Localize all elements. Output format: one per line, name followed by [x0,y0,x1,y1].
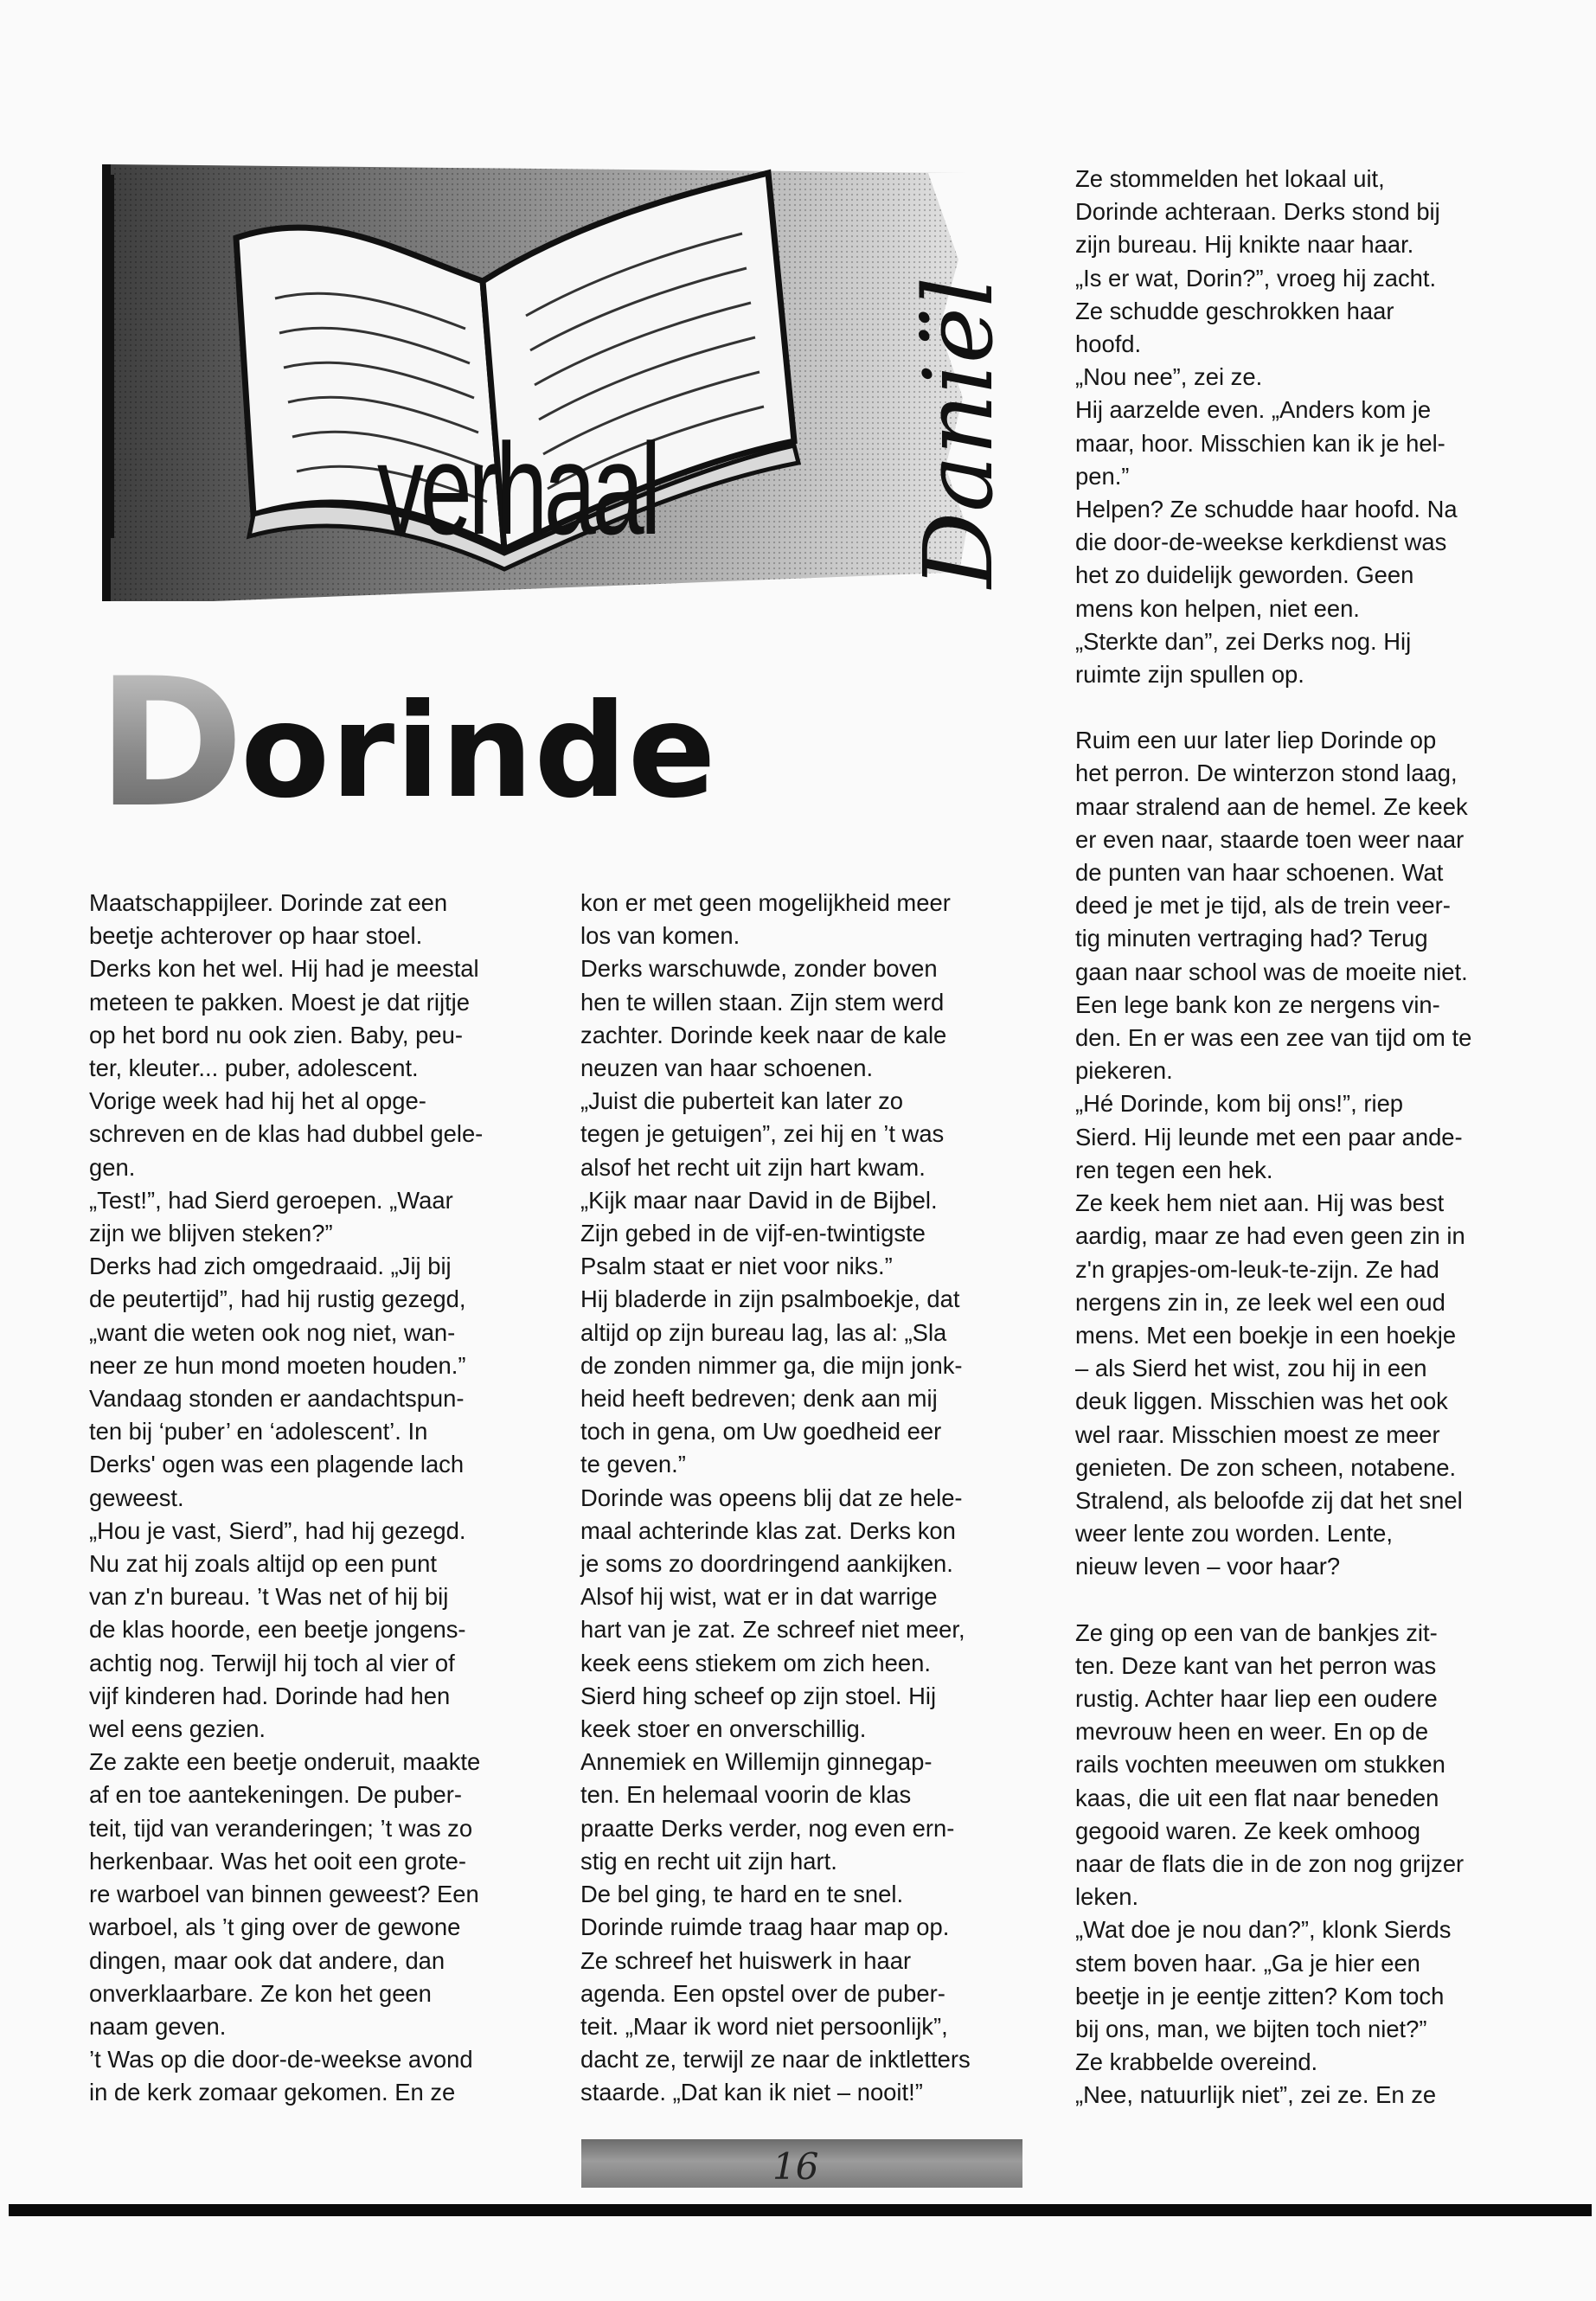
text-line: pen.” [1075,462,1130,490]
text-line: warboel, als ’t ging over de gewone [89,1913,461,1941]
text-column-2 [580,887,971,2110]
text-line: „Hou je vast, Sierd”, had hij gezegd. [89,1516,466,1544]
text-line: Derks warschuwde, zonder boven [580,955,938,983]
text-line: gaan naar school was de moeite niet. [1075,958,1468,985]
text-line: Nu zat hij zoals altijd op een punt [89,1550,437,1578]
text-line: keek eens stiekem om zich heen. [580,1649,931,1676]
text-line: Derks' ogen was een plagende lach [89,1451,465,1478]
text-line: aardig, maar ze had even geen zin in [1075,1222,1465,1250]
text-column-1 [89,887,483,2110]
text-line: de punten van haar schoenen. Wat [1075,859,1444,887]
text-line: „want die weten ook nog niet, wan- [89,1318,456,1346]
text-line: hart van je zat. Ze schreef niet meer, [580,1616,965,1644]
text-line: z'n grapjes-om-leuk-te-zijn. Ze had [1075,1255,1439,1283]
text-line: „Is er wat, Dorin?”, vroeg hij zacht. [1075,264,1437,292]
text-line: teit, tijd van veranderingen; ’t was zo [89,1814,473,1842]
text-line: Vandaag stonden er aandachtspun- [89,1385,465,1413]
text-line: den. En er was een zee van tijd om te [1075,1024,1472,1052]
text-line: toch in gena, om Uw goedheid eer [580,1418,942,1445]
text-line: Ze schreef het huiswerk in haar [580,1946,912,1974]
text-line: Sierd hing scheef op zijn stoel. Hij [580,1682,937,1709]
text-line: maal achterinde klas zat. Derks kon [580,1516,956,1544]
text-line: „Hé Dorinde, kom bij ons!”, riep [1075,1090,1404,1118]
text-line: stem boven haar. „Ga je hier een [1075,1949,1420,1977]
text-line: stig en recht uit zijn hart. [580,1847,837,1875]
text-line: Sierd. Hij leunde met een paar ande- [1075,1123,1463,1150]
text-line: agenda. Een opstel over de puber- [580,1979,945,2007]
text-line: Zijn gebed in de vijf-en-twintigste [580,1220,926,1247]
text-line: zijn we blijven steken?” [89,1220,333,1247]
text-line: piekeren. [1075,1057,1173,1085]
text-line: hen te willen staan. Zijn stem werd [580,988,945,1016]
text-line: Ze zakte een beetje onderuit, maakte [89,1748,481,1776]
text-line: Alsof hij wist, wat er in dat warrige [580,1583,938,1611]
text-line: „Wat doe je nou dan?”, klonk Sierds [1075,1916,1452,1944]
text-line: Helpen? Ze schudde haar hoofd. Na [1075,496,1458,523]
text-line: ren tegen een hek. [1075,1156,1273,1183]
paragraph-gap [1075,691,1471,724]
text-line: mens. Met een boekje in een hoekje [1075,1321,1457,1349]
text-line: weer lente zou worden. Lente, [1075,1520,1393,1548]
text-line: wel eens gezien. [89,1715,266,1743]
text-line: „Juist die puberteit kan later zo [580,1087,904,1115]
text-line: keek stoer en onverschillig. [580,1715,867,1743]
text-line: op het bord nu ook zien. Baby, peu- [89,1021,463,1048]
text-line: „Kijk maar naar David in de Bijbel. [580,1186,938,1214]
text-line: los van komen. [580,922,740,950]
text-line: maar stralend aan de hemel. Ze keek [1075,792,1468,820]
text-line: „Test!”, had Sierd geroepen. „Waar [89,1186,453,1214]
text-line: Ze krabbelde overeind. [1075,2048,1318,2076]
text-line: staarde. „Dat kan ik niet – nooit!” [580,2079,923,2106]
text-line: genieten. De zon scheen, notabene. [1075,1453,1457,1481]
text-line: schreven en de klas had dubbel gele- [89,1120,484,1148]
text-line: altijd op zijn bureau lag, las al: „Sla [580,1318,947,1346]
text-line: het zo duidelijk geworden. Geen [1075,561,1414,589]
text-line: de peutertijd”, had hij rustig gezegd, [89,1285,466,1313]
column-3-paragraph-c [1075,1617,1471,2112]
text-line: Hij aarzelde even. „Anders kom je [1075,396,1432,424]
text-line: er even naar, staarde toen weer naar [1075,825,1465,853]
column-3-paragraph-b [1075,724,1471,1583]
text-line: in de kerk zomaar gekomen. En ze [89,2079,456,2106]
bottom-rule [9,2204,1592,2216]
text-line: teit. „Maar ik word niet persoonlijk”, [580,2012,948,2040]
title-initial: D [97,641,241,847]
text-line: Hij bladerde in zijn psalmboekje, dat [580,1285,960,1313]
text-line: ten bij ‘puber’ en ‘adolescent’. In [89,1418,428,1445]
text-line: deuk liggen. Misschien was het ook [1075,1388,1448,1415]
text-line: de klas hoorde, een beetje jongens- [89,1616,466,1644]
text-line: neuzen van haar schoenen. [580,1054,874,1082]
text-line: maar, hoor. Misschien kan ik je hel- [1075,429,1445,457]
text-line: mevrouw heen en weer. En op de [1075,1718,1429,1746]
text-line: naar de flats die in de zon nog grijzer [1075,1849,1465,1877]
text-line: mens kon helpen, niet een. [1075,594,1360,622]
text-line: heid heeft bedreven; denk aan mij [580,1385,938,1413]
text-line: kaas, die uit een flat naar beneden [1075,1784,1439,1811]
text-line: gen. [89,1153,136,1181]
text-line: Ze keek hem niet aan. Hij was best [1075,1189,1445,1217]
text-line: Ze schudde geschrokken haar [1075,297,1394,324]
text-line: van z'n bureau. ’t Was net of hij bij [89,1583,449,1611]
text-line: Ze stommelden het lokaal uit, [1075,165,1385,192]
text-line: je soms zo doordringend aankijken. [580,1550,953,1578]
text-line: Ruim een uur later liep Dorinde op [1075,727,1437,754]
text-line: Dorinde ruimde traag haar map op. [580,1913,950,1941]
text-line: nergens zin in, ze leek wel een oud [1075,1288,1445,1316]
text-line: dacht ze, terwijl ze naar de inktletters [580,2046,971,2073]
text-line: ’t Was op die door-de-weekse avond [89,2046,473,2073]
text-line: zijn bureau. Hij knikte naar haar. [1075,231,1414,259]
text-line: beetje in je eentje zitten? Kom toch [1075,1982,1445,2009]
text-line: deed je met je tijd, als de trein veer- [1075,892,1451,920]
text-line: rails vochten meeuwen om stukken [1075,1751,1445,1779]
text-line: Derks kon het wel. Hij had je meestal [89,955,479,983]
text-line: Ze ging op een van de bankjes zit- [1075,1618,1438,1646]
text-line: onverklaarbare. Ze kon het geen [89,1979,432,2007]
text-line: praatte Derks verder, nog even ern- [580,1814,955,1842]
story-title [97,641,717,847]
text-line: ten. Deze kant van het perron was [1075,1651,1437,1679]
text-column-3 [1075,163,1471,2112]
text-line: alsof het recht uit zijn hart kwam. [580,1153,926,1181]
text-line: ten. En helemaal voorin de klas [580,1781,912,1809]
text-line: die door-de-weekse kerkdienst was [1075,529,1447,556]
text-line: naam geven. [89,2012,227,2040]
text-line: Vorige week had hij het al opge- [89,1087,426,1115]
text-line: de zonden nimmer ga, die mijn jonk- [580,1351,963,1379]
text-line: Maatschappijleer. Dorinde zat een [89,889,448,916]
paragraph-gap [1075,1584,1471,1617]
text-line: het perron. De winterzon stond laag, [1075,760,1458,787]
text-line: Stralend, als beloofde zij dat het snel [1075,1486,1463,1514]
text-line: Dorinde was opeens blij dat ze hele- [580,1484,963,1511]
section-banner [102,156,1028,601]
text-line: achtig nog. Terwijl hij toch al vier of [89,1649,455,1676]
text-line: beetje achterover op haar stoel. [89,922,423,950]
text-line: herkenbaar. Was het ooit een grote- [89,1847,466,1875]
text-line: ruimte zijn spullen op. [1075,661,1304,689]
page-number: 16 [772,2145,819,2188]
text-line: zachter. Dorinde keek naar de kale [580,1021,947,1048]
text-line: De bel ging, te hard en te snel. [580,1881,904,1908]
title-rest: orinde [240,676,717,827]
text-line: wel raar. Misschien moest ze meer [1075,1420,1440,1448]
text-line: nieuw leven – voor haar? [1075,1553,1341,1580]
text-line: – als Sierd het wist, zou hij in een [1075,1355,1427,1382]
text-line: ter, kleuter... puber, adolescent. [89,1054,419,1082]
text-line: bij ons, man, we bijten toch niet?” [1075,2015,1427,2042]
text-line: „Nou nee”, zei ze. [1075,363,1263,391]
text-line: tegen je getuigen”, zei hij en ’t was [580,1120,945,1148]
text-line: dingen, maar ook dat andere, dan [89,1946,445,1974]
script-label: Daniël [903,276,1014,588]
text-line: Een lege bank kon ze nergens vin- [1075,990,1440,1018]
section-label: verhaal [377,416,657,561]
text-line: rustig. Achter haar liep een oudere [1075,1684,1438,1712]
text-line: Psalm staat er niet voor niks.” [580,1253,893,1280]
text-line: „Nee, natuurlijk niet”, zei ze. En ze [1075,2081,1437,2109]
text-line: Dorinde achteraan. Derks stond bij [1075,198,1440,226]
text-line: tig minuten vertraging had? Terug [1075,925,1428,952]
text-line: neer ze hun mond moeten houden.” [89,1351,466,1379]
text-line: hoofd. [1075,330,1142,358]
text-line: Annemiek en Willemijn ginnegap- [580,1748,933,1776]
text-line: kon er met geen mogelijkheid meer [580,889,951,916]
text-line: gegooid waren. Ze keek omhoog [1075,1817,1420,1844]
text-line: leken. [1075,1883,1139,1911]
text-line: meteen te pakken. Moest je dat rijtje [89,988,471,1016]
text-line: re warboel van binnen geweest? Een [89,1881,479,1908]
text-line: geweest. [89,1484,184,1511]
text-line: Derks had zich omgedraaid. „Jij bij [89,1253,452,1280]
text-line: te geven.” [580,1451,686,1478]
text-line: vijf kinderen had. Dorinde had hen [89,1682,451,1709]
text-line: af en toe aantekeningen. De puber- [89,1781,462,1809]
text-line: „Sterkte dan”, zei Derks nog. Hij [1075,627,1412,655]
column-3-paragraph-a [1075,163,1471,691]
